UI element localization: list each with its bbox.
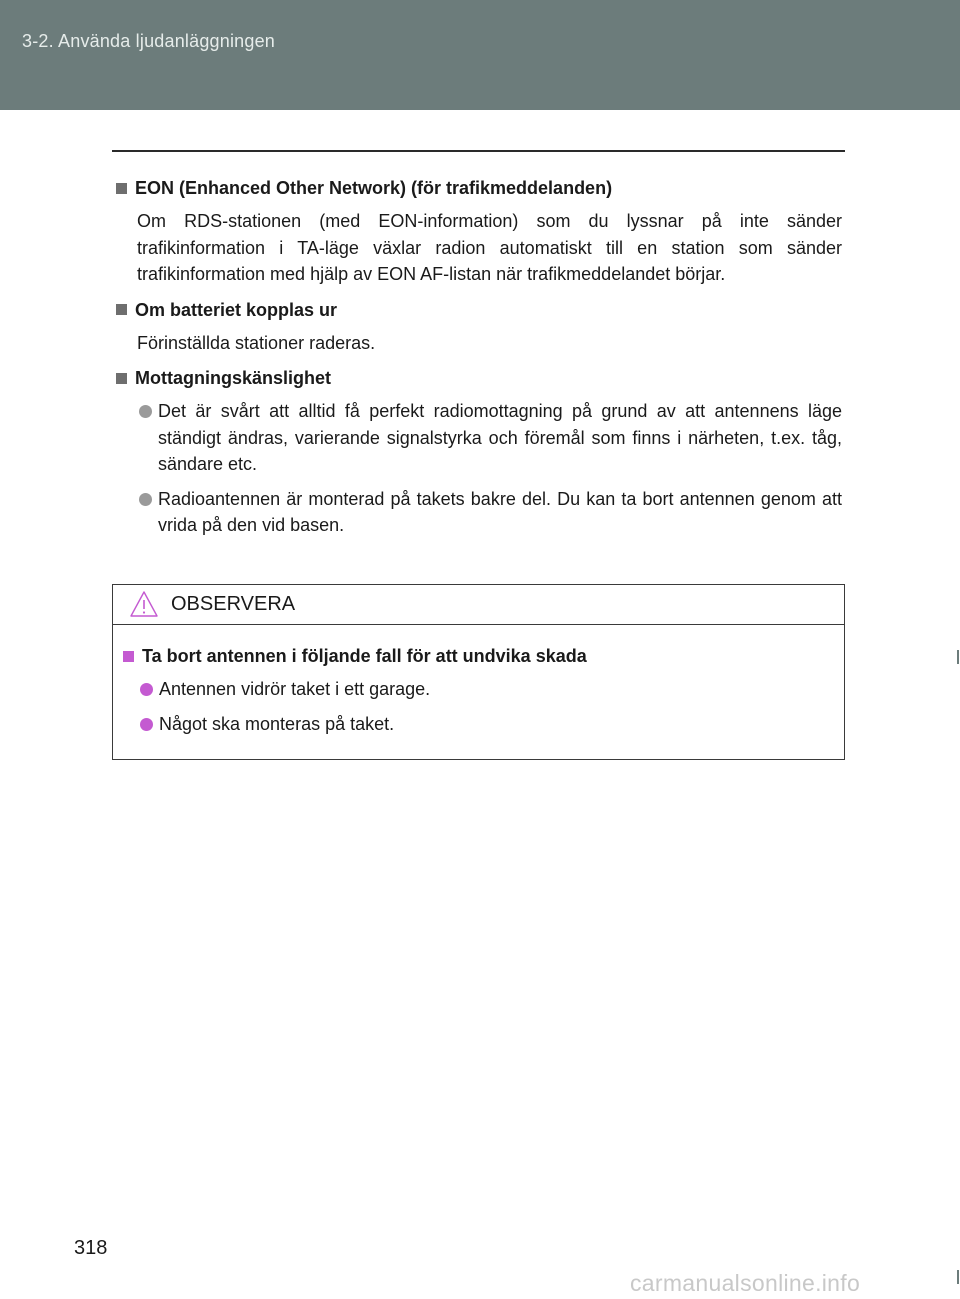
list-item [138, 711, 830, 738]
list-item [138, 676, 830, 703]
list-item [137, 486, 842, 539]
round-bullet-icon [140, 718, 153, 731]
caution-header [113, 585, 844, 625]
section-heading [116, 176, 842, 200]
list-item-text: Något ska monteras på taket. [159, 713, 395, 734]
section-paragraph: Om RDS-stationen (med EON-information) som du lyssnar på inte sänder trafikinformation i TA-läge växlar radion automatiskt till en station som sänder trafikinformation med hjälp av EON AF-listan när trafikmeddelandet börjar. [137, 211, 842, 284]
chapter-section-title: 3-2. Använda ljudanläggningen [22, 31, 276, 51]
top-rule [112, 150, 845, 152]
caution-heading-text: Ta bort antennen i följande fall för att undvika skada [142, 646, 587, 666]
square-bullet-icon [116, 183, 127, 194]
caution-label: OBSERVERA [171, 593, 296, 615]
round-bullet-icon [139, 493, 152, 506]
square-bullet-icon [123, 651, 134, 662]
chapter-header-bar [0, 0, 960, 110]
section-heading-text: Om batteriet kopplas ur [135, 299, 338, 320]
section-heading-text: Mottagningskänslighet [135, 368, 332, 388]
caution-heading [123, 644, 830, 668]
list-item-text: Det är svårt att alltid få perfekt radiomottagning på grund av att antennens läge ständigt ändras, varierande signalstyrka och föremål som finns i närheten, t.ex. tåg, sändare etc. [158, 401, 842, 474]
caution-box [112, 584, 845, 760]
page-number: 318 [74, 1237, 108, 1259]
section-heading [116, 366, 842, 390]
main-content [116, 176, 842, 539]
crop-mark [957, 1270, 959, 1284]
square-bullet-icon [116, 304, 127, 315]
round-bullet-icon [139, 405, 152, 418]
section-paragraph: Förinställda stationer raderas. [137, 332, 376, 353]
round-bullet-icon [140, 683, 153, 696]
square-bullet-icon [116, 373, 127, 384]
crop-mark [957, 650, 959, 664]
list-item-text: Antennen vidrör taket i ett garage. [159, 679, 431, 699]
section-heading [116, 298, 842, 322]
watermark: carmanualsonline.info [630, 1270, 861, 1296]
list-item-text: Radioantennen är monterad på takets bakre del. Du kan ta bort antennen genom att vrida på den vid basen. [158, 488, 842, 535]
section-heading-text: EON (Enhanced Other Network) (för trafikmeddelanden) [135, 178, 613, 198]
list-item [137, 398, 842, 478]
crop-mark [957, 0, 959, 22]
caution-body [113, 625, 844, 737]
warning-triangle-icon [129, 590, 159, 618]
